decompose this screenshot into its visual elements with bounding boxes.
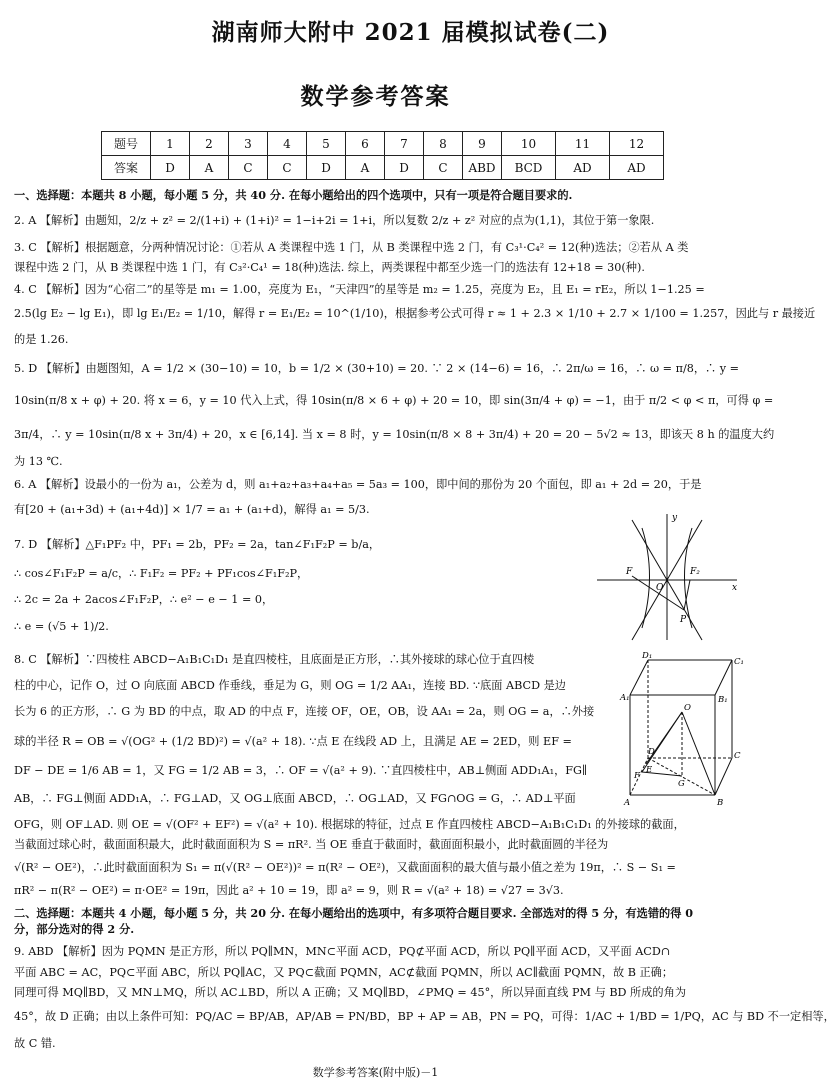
answer-cell: A <box>190 156 229 180</box>
answer-cell: C <box>229 156 268 180</box>
solution-line: DF − DE = 1/6 AB = 1，又 FG = 1/2 AB = 3，∴ OF = √(a² + 9). ∵直四棱柱中，AB⊥侧面 ADD₁A₁，FG∥ <box>14 764 588 777</box>
answer-cell: BCD <box>502 156 556 180</box>
solution-line: 当截面过球心时，截面面积最大，此时截面面积为 S = πR². 当 OE 垂直于截面时，截面面积最小，此时截面圆的半径为 <box>14 838 609 851</box>
solution-line: 的是 1.26. <box>14 333 69 346</box>
solution-line: 5. D 【解析】由题图知，A = 1/2 × (30−10) = 10，b = 1/2 × (30+10) = 20. ∵ 2 × (14−6) = 16，∴ 2π/ω = 16，∴ ω = π/8，∴ y = <box>14 362 740 375</box>
solution-line: 2. A 【解析】由题知，2/z + z² = 2/(1+i) + (1+i)² = 1−i+2i = 1+i，所以复数 2/z + z² 对应的点为(1,1)，其位于第一象限. <box>14 214 655 227</box>
question-number: 3 <box>229 132 268 156</box>
solution-line: 9. ABD 【解析】因为 PQMN 是正方形，所以 PQ∥MN，MN⊂平面 ACD，PQ⊄平面 ACD，所以 PQ∥平面 ACD，又平面 ACD∩ <box>14 945 671 958</box>
question-number: 4 <box>268 132 307 156</box>
label-d1: D₁ <box>642 651 653 661</box>
table-answer-label: 答案 <box>102 156 151 180</box>
label-g: G <box>678 779 685 789</box>
page-subtitle: 数学参考答案 <box>300 83 451 110</box>
answer-cell: D <box>385 156 424 180</box>
solution-line: 7. D 【解析】△F₁PF₂ 中，PF₁ = 2b，PF₂ = 2a，tan∠F₁F₂P = b/a， <box>14 538 381 551</box>
solution-line: 4. C 【解析】因为“心宿二”的星等是 m₁ = 1.00，亮度为 E₁，“天津四”的星等是 m₂ = 1.25，亮度为 E₂，且 E₁ = rE₂，所以 1−1.25 = <box>14 283 705 296</box>
question-number: 8 <box>424 132 463 156</box>
answer-cell: AD <box>610 156 664 180</box>
question-number: 10 <box>502 132 556 156</box>
solution-line: 同理可得 MQ∥BD，又 MN⊥MQ，所以 AC⊥BD，所以 A 正确；又 MQ∥BD，∠PMQ = 45°，所以异面直线 PM 与 BD 所成的角为 <box>14 986 687 999</box>
solution-line: 3. C 【解析】根据题意，分两种情况讨论：①若从 A 类课程中选 1 门，从 B 类课程中选 2 门，有 C₃¹·C₄² = 12(种)选法；②若从 A 类 <box>14 241 689 254</box>
solution-line: 平面 ABC = AC，PQ⊂平面 ABC，所以 PQ∥AC，又 PQ⊂截面 PQMN，AC⊄截面 PQMN，所以 AC∥截面 PQMN，故 B 正确； <box>14 966 674 979</box>
prism-figure <box>620 650 748 808</box>
solution-line: 为 13 ℃. <box>14 455 63 468</box>
label-b: B <box>717 798 724 808</box>
label-a: A <box>624 798 631 808</box>
edge-bc <box>715 758 732 795</box>
answer-table <box>101 131 664 180</box>
solution-line: 8. C 【解析】∵四棱柱 ABCD−A₁B₁C₁D₁ 是直四棱柱，且底面是正方形，∴其外接球的球心位于直四棱 <box>14 653 535 666</box>
question-number: 7 <box>385 132 424 156</box>
solution-line: 球的半径 R = OB = √(OG² + (1/2 BD)²) = √(a² + 18). ∵点 E 在线段 AD 上，且满足 AE = 2ED，则 EF = <box>14 735 572 748</box>
hyperbola-figure <box>592 510 742 645</box>
solution-line: ∴ 2c = 2a + 2acos∠F₁F₂P，∴ e² − e − 1 = 0， <box>14 593 274 606</box>
question-number: 9 <box>463 132 502 156</box>
label-f1: F <box>626 567 633 577</box>
solution-line: ∴ cos∠F₁F₂P = a/c，∴ F₁F₂ = PF₂ + PF₁cos∠F₁F₂P， <box>14 567 309 580</box>
label-x: x <box>732 583 738 593</box>
solution-line: πR² − π(R² − OE²) = π·OE² = 19π，因此 a² + 10 = 19，即 a² = 9，则 R = √(a² + 18) = √27 = 3√3. <box>14 884 564 897</box>
answer-cell: D <box>307 156 346 180</box>
answer-table-answer-row <box>102 156 664 180</box>
question-number: 5 <box>307 132 346 156</box>
label-e: E <box>646 765 653 775</box>
question-number: 12 <box>610 132 664 156</box>
section-heading-2-cont: 分，部分选对的得 2 分. <box>14 922 135 936</box>
solution-line: √(R² − OE²)，∴此时截面面积为 S₁ = π(√(R² − OE²))² = π(R² − OE²)，又截面面积的最大值与最小值之差为 19π，∴ S − S₁ = <box>14 861 676 874</box>
label-p: P <box>680 615 687 625</box>
label-f2: F₂ <box>690 567 700 577</box>
answer-cell: AD <box>556 156 610 180</box>
question-number: 6 <box>346 132 385 156</box>
answer-cell: A <box>346 156 385 180</box>
edge-b1c1 <box>715 660 732 695</box>
answer-cell: C <box>268 156 307 180</box>
solution-line: 柱的中心，记作 O，过 O 向底面 ABCD 作垂线，垂足为 G，则 OG = 1/2 AA₁，连接 BD. ∵底面 ABCD 是边 <box>14 679 566 692</box>
label-a1: A₁ <box>620 693 630 703</box>
label-f: F <box>634 771 640 781</box>
solution-line: OFG，则 OF⊥AD. 则 OE = √(OF² + EF²) = √(a² + 10). 根据球的特征，过点 E 作直四棱柱 ABCD−A₁B₁C₁D₁ 的外接球的截面， <box>14 818 685 831</box>
solution-line: 课程中选 2 门，从 B 类课程中选 1 门，有 C₃²·C₄¹ = 18(种)选法. 综上，两类课程中都至少选一门的选法有 12+18 = 30(种). <box>14 261 645 274</box>
page-footer: 数学参考答案(附中版)－1 <box>312 1066 439 1079</box>
answer-cell: C <box>424 156 463 180</box>
table-header-label: 题号 <box>102 132 151 156</box>
answer-table-number-row <box>102 132 664 156</box>
label-o: O <box>684 703 691 713</box>
section-heading-2: 二、选择题：本题共 4 小题，每小题 5 分，共 20 分. 在每小题给出的选项中，有多项符合题目要求. 全部选对的得 5 分，有选错的得 0 <box>14 906 694 920</box>
label-c1: C₁ <box>734 657 744 667</box>
label-b1: B₁ <box>718 695 728 705</box>
question-number: 2 <box>190 132 229 156</box>
label-y: y <box>672 513 678 523</box>
question-number: 11 <box>556 132 610 156</box>
solution-line: 45°，故 D 正确；由以上条件可知：PQ/AC = BP/AB，AP/AB = PN/BD，BP + AP = AB，PN = PQ，可得：1/AC + 1/BD = 1/PQ，AC 与 BD 不一定相等， <box>14 1010 835 1023</box>
solution-line: 10sin(π/8 x + φ) + 20. 将 x = 6，y = 10 代入上式，得 10sin(π/8 × 6 + φ) + 20 = 10，即 sin(3π/4 + φ) = −1，由于 π/2 < φ < π，可得 φ = <box>14 394 774 407</box>
solution-line: 6. A 【解析】设最小的一份为 a₁，公差为 d，则 a₁+a₂+a₃+a₄+a₅ = 5a₃ = 100，即中间的那份为 20 个面包，即 a₁ + 2d = 20，于是 <box>14 478 702 491</box>
solution-line: ∴ e = (√5 + 1)/2. <box>14 620 109 633</box>
answer-cell: D <box>151 156 190 180</box>
label-d: D <box>648 747 655 757</box>
answer-cell: ABD <box>463 156 502 180</box>
edge-a1d1 <box>630 660 648 695</box>
label-o: O <box>656 583 664 593</box>
section-heading-1: 一、选择题：本题共 8 小题，每小题 5 分，共 40 分. 在每小题给出的四个选项中，只有一项是符合题目要求的. <box>14 188 573 202</box>
solution-line: 故 C 错. <box>14 1037 56 1050</box>
label-c: C <box>734 751 741 761</box>
question-number: 1 <box>151 132 190 156</box>
page-title: 湖南师大附中 2021 届模拟试卷(二) <box>211 19 610 46</box>
segment-ob <box>682 712 715 795</box>
solution-line: 3π/4，∴ y = 10sin(π/8 x + 3π/4) + 20，x ∈ [6,14]. 当 x = 8 时，y = 10sin(π/8 × 8 + 3π/4) + 20 = 20 − 5√2 ≈ 13，即该天 8 h 的温度大约 <box>14 428 775 441</box>
solution-line: 2.5(lg E₂ − lg E₁)，即 lg E₁/E₂ = 1/10，解得 r = E₁/E₂ = 10^(1/10)，根据参考公式可得 r ≈ 1 + 2.3 × 1/10 + 2.7 × 1/100 = 1.257，因此与 r 最接近 <box>14 307 816 320</box>
segment-f1p <box>632 576 684 610</box>
solution-line: 长为 6 的正方形，∴ G 为 BD 的中点，取 AD 的中点 F，连接 OF，OE，OB，设 AA₁ = 2a，则 OG = a，∴外接 <box>14 705 595 718</box>
solution-line: AB，∴ FG⊥侧面 ADD₁A，∴ FG⊥AD，又 OG⊥底面 ABCD，∴ OG⊥AD，又 FG∩OG = G，∴ AD⊥平面 <box>14 792 576 805</box>
solution-line: 有[20 + (a₁+3d) + (a₁+4d)] × 1/7 = a₁ + (a₁+d)，解得 a₁ = 5/3. <box>14 503 370 516</box>
